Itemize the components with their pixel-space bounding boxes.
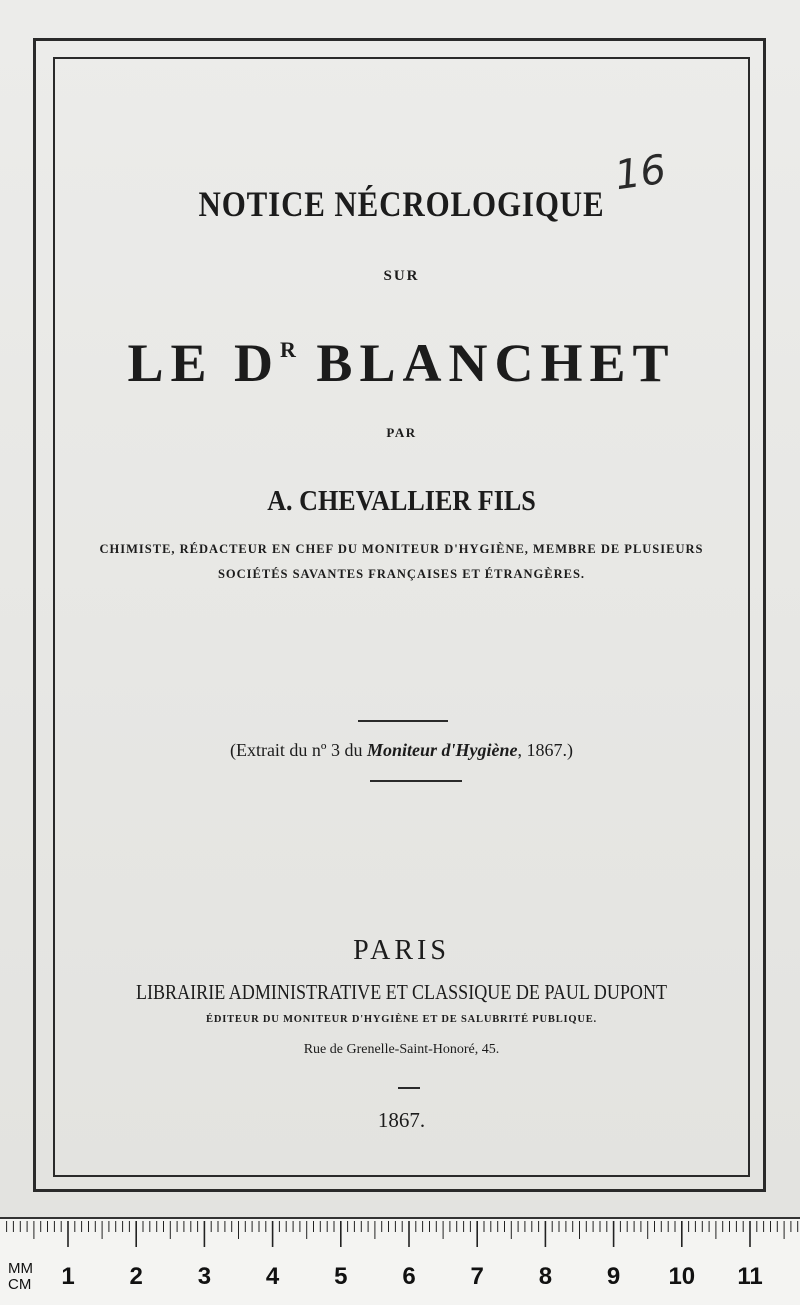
ruler-number: 9 [606, 1263, 621, 1290]
ruler-number: 7 [470, 1263, 484, 1290]
handwritten-note: 16 [612, 146, 669, 200]
ruler-number: 2 [129, 1263, 143, 1290]
imprint-address: Rue de Grenelle-Saint-Honoré, 45. [303, 1042, 500, 1057]
par-label: PAR [386, 425, 417, 440]
ruler-unit-mm: MM [8, 1260, 33, 1277]
ruler-number: 1 [61, 1263, 75, 1290]
divider-bottom [370, 780, 462, 782]
imprint-editor-line: ÉDITEUR DU MONITEUR D'HYGIÈNE ET DE SALUBRITÉ PUBLIQUE. [206, 1014, 597, 1025]
subject-surname: BLANCHET [316, 333, 676, 393]
author-credentials-line-2: SOCIÉTÉS SAVANTES FRANÇAISES ET ÉTRANGÈRES. [217, 567, 586, 581]
divider-year [398, 1087, 420, 1089]
imprint-city: PARIS [353, 935, 450, 966]
ruler-ticks [0, 1219, 800, 1305]
measurement-ruler [0, 1217, 800, 1305]
ruler-number: 4 [265, 1263, 280, 1290]
document-title: NOTICE NÉCROLOGIQUE [198, 184, 605, 224]
subject-name [53, 332, 750, 394]
extract-note [53, 740, 750, 761]
extract-journal: Moniteur d'Hygiène [367, 740, 518, 760]
ruler-number: 11 [737, 1263, 763, 1290]
imprint-publisher: LIBRAIRIE ADMINISTRATIVE ET CLASSIQUE DE PAUL DUPONT [135, 980, 668, 1004]
imprint-year: 1867. [377, 1108, 426, 1132]
divider-top [358, 720, 448, 722]
subject-superscript: R [280, 337, 296, 362]
extract-before: (Extrait du nº 3 du [229, 740, 368, 760]
sur-label: SUR [383, 268, 420, 284]
author-name: A. CHEVALLIER FILS [267, 485, 536, 517]
ruler-number: 10 [668, 1263, 696, 1290]
extract-after: , 1867.) [517, 740, 574, 760]
author-credentials-line-1: CHIMISTE, RÉDACTEUR EN CHEF DU MONITEUR D'HYGIÈNE, MEMBRE DE PLUSIEURS [99, 542, 704, 556]
ruler-number: 5 [334, 1263, 348, 1290]
inner-border [53, 57, 750, 1177]
ruler-number: 8 [538, 1263, 553, 1290]
ruler-number: 6 [402, 1263, 416, 1290]
ruler-number: 3 [197, 1263, 212, 1290]
ruler-unit-cm: CM [8, 1276, 32, 1293]
subject-prefix: LE D [127, 333, 281, 393]
